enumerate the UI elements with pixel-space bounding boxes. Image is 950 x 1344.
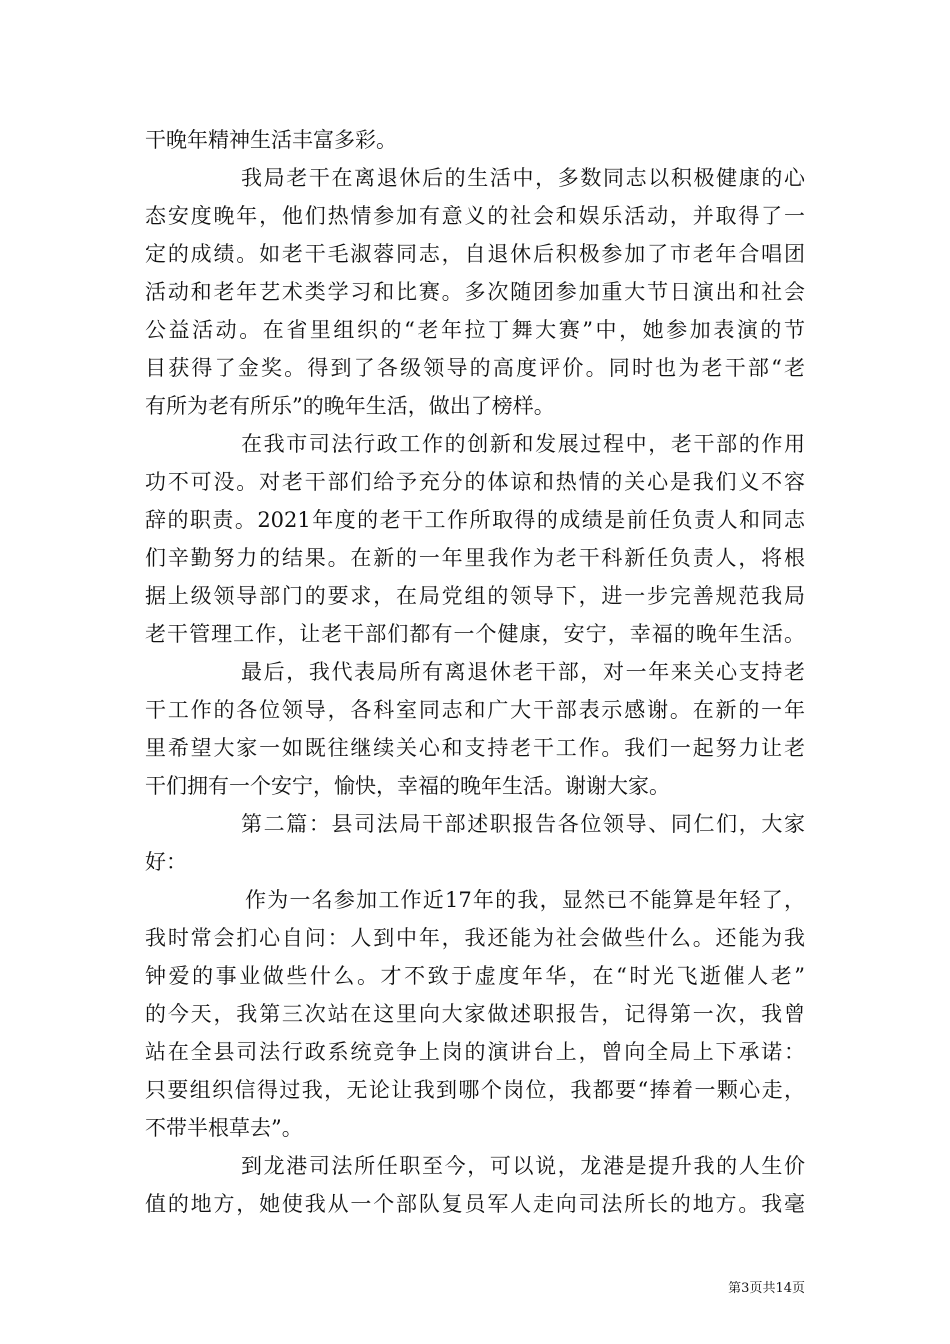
text-line: 辞的职责。2021年度的老干工作所取得的成绩是前任负责人和同志 xyxy=(145,508,805,532)
text-line: 我时常会扪心自问：人到中年，我还能为社会做些什么。还能为我 xyxy=(145,926,805,950)
paragraph-first-line: 最后，我代表局所有离退休老干部，对一年来关心支持老 xyxy=(241,660,805,684)
text-line: 态安度晚年，他们热情参加有意义的社会和娱乐活动，并取得了一 xyxy=(145,204,805,228)
paragraph-first-line: 我局老干在离退休后的生活中，多数同志以积极健康的心 xyxy=(241,166,805,190)
text-line: 只要组织信得过我，无论让我到哪个岗位，我都要“捧着一颗心走， xyxy=(145,1078,805,1102)
text-line: 里希望大家一如既往继续关心和支持老干工作。我们一起努力让老 xyxy=(145,736,805,760)
text-line: 目获得了金奖。得到了各级领导的高度评价。同时也为老干部“老 xyxy=(145,356,805,380)
text-line: 钟爱的事业做些什么。才不致于虚度年华，在“时光飞逝催人老” xyxy=(145,964,805,988)
text-line: 站在全县司法行政系统竞争上岗的演讲台上，曾向全局上下承诺： xyxy=(145,1040,805,1064)
text-line: 们辛勤努力的结果。在新的一年里我作为老干科新任负责人，将根 xyxy=(145,546,805,570)
text-line: 干晚年精神生活丰富多彩。 xyxy=(145,128,397,152)
paragraph-first-line: 在我市司法行政工作的创新和发展过程中，老干部的作用 xyxy=(241,432,805,456)
text-line: 好： xyxy=(145,850,187,874)
text-line: 干们拥有一个安宁，愉快，幸福的晚年生活。谢谢大家。 xyxy=(145,774,670,798)
text-line: 值的地方，她使我从一个部队复员军人走向司法所长的地方。我毫 xyxy=(145,1192,805,1216)
text-line: 有所为老有所乐”的晚年生活，做出了榜样。 xyxy=(145,394,555,418)
text-line: 的今天，我第三次站在这里向大家做述职报告，记得第一次，我曾 xyxy=(145,1002,805,1026)
text-line: 不带半根草去”。 xyxy=(145,1116,303,1140)
text-line: 据上级领导部门的要求，在局党组的领导下，进一步完善规范我局 xyxy=(145,584,805,608)
text-line: 老干管理工作，让老干部们都有一个健康，安宁，幸福的晚年生活。 xyxy=(145,622,805,646)
paragraph-first-line: 作为一名参加工作近17年的我，显然已不能算是年轻了， xyxy=(245,888,805,912)
text-line: 功不可没。对老干部们给予充分的体谅和热情的关心是我们义不容 xyxy=(145,470,805,494)
text-line: 定的成绩。如老干毛淑蓉同志，自退休后积极参加了市老年合唱团 xyxy=(145,242,805,266)
page-number-footer: 第3页共14页 xyxy=(728,1281,805,1296)
text-line: 活动和老年艺术类学习和比赛。多次随团参加重大节日演出和社会 xyxy=(145,280,805,304)
paragraph-first-line: 到龙港司法所任职至今，可以说，龙港是提升我的人生价 xyxy=(241,1154,805,1178)
text-line: 干工作的各位领导，各科室同志和广大干部表示感谢。在新的一年 xyxy=(145,698,805,722)
text-line: 公益活动。在省里组织的“老年拉丁舞大赛”中，她参加表演的节 xyxy=(145,318,805,342)
section-heading-line: 第二篇：县司法局干部述职报告各位领导、同仁们，大家 xyxy=(241,812,805,836)
